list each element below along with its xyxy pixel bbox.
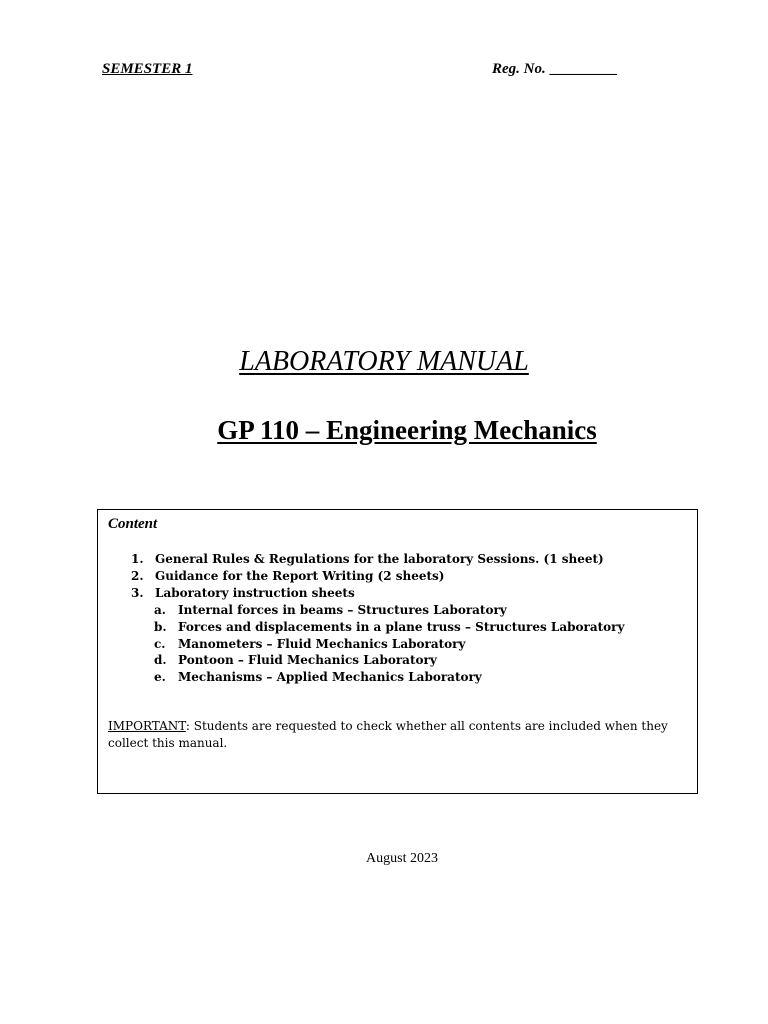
list-item-text: Guidance for the Report Writing (2 sheets) [155,569,445,583]
important-note [108,718,693,752]
course-title: GP 110 – Engineering Mechanics [217,415,597,445]
sub-list-item-letter: e. [154,670,166,684]
reg-number-blank: _________ [549,61,617,77]
sub-list-item-text: Forces and displacements in a plane truss – Structures Laboratory [178,620,625,634]
publication-date: August 2023 [366,851,438,866]
sub-list-item-text: Internal forces in beams – Structures Laboratory [178,603,507,617]
sub-list-item-text: Manometers – Fluid Mechanics Laboratory [178,637,466,651]
sub-list-item-text: Pontoon – Fluid Mechanics Laboratory [178,653,437,667]
sub-list-item [154,602,507,618]
sub-list-item-letter: d. [154,653,167,667]
list-item-number: 3. [131,586,144,600]
sub-list-item-letter: c. [154,637,166,651]
sub-list-item [154,619,624,635]
list-item-text: General Rules & Regulations for the laboratory Sessions. (1 sheet) [155,552,604,566]
sub-list-item [154,636,465,652]
sub-list-item [154,652,437,668]
list-item-number: 1. [131,552,144,566]
semester-label: SEMESTER 1 [102,61,193,77]
important-label: IMPORTANT [108,719,186,733]
content-heading: Content [108,516,158,532]
important-text: : Students are requested to check whether all contents are included when they collect this manual. [108,719,668,750]
content-box [97,509,698,794]
sub-list-item-letter: a. [154,603,166,617]
sub-list-item [154,669,482,685]
list-item [131,585,355,601]
list-item [131,551,604,567]
list-item-text: Laboratory instruction sheets [155,586,355,600]
list-item-number: 2. [131,569,144,583]
sub-list-item-letter: b. [154,620,167,634]
reg-number-field [492,61,617,78]
sub-list-item-text: Mechanisms – Applied Mechanics Laboratory [178,670,482,684]
list-item [131,568,444,584]
reg-number-label: Reg. No. [492,61,546,77]
manual-title: LABORATORY MANUAL [239,346,529,377]
